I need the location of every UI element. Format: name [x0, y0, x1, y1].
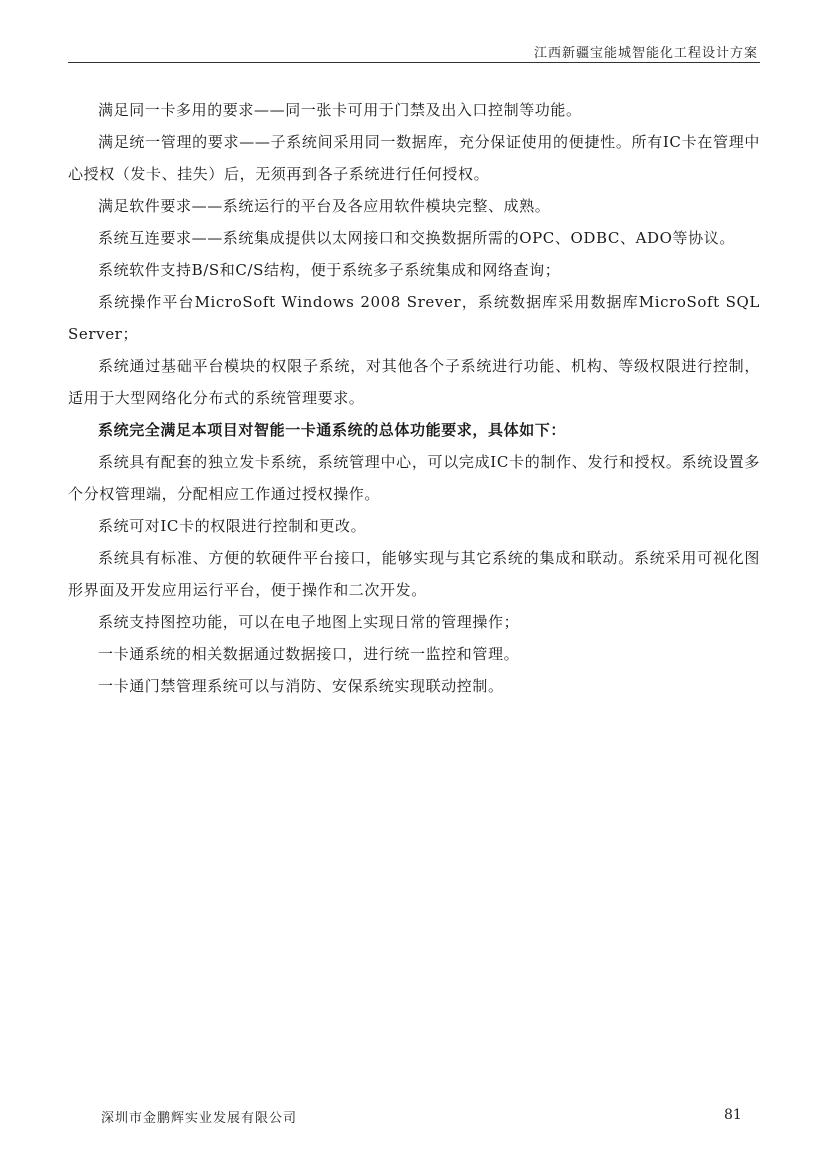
paragraph: 满足统一管理的要求——子系统间采用同一数据库，充分保证使用的便捷性。所有IC卡在管理中心授权（发卡、挂失）后，无须再到各子系统进行任何授权。	[68, 133, 760, 183]
paragraph: 系统具有标准、方便的软硬件平台接口，能够实现与其它系统的集成和联动。系统采用可视化图形界面及开发应用运行平台，便于操作和二次开发。	[68, 549, 760, 599]
header-title: 江西新疆宝能城智能化工程设计方案	[533, 46, 758, 61]
paragraph: 满足同一卡多用的要求——同一张卡可用于门禁及出入口控制等功能。	[98, 101, 582, 119]
paragraph: 一卡通门禁管理系统可以与消防、安保系统实现联动控制。	[98, 677, 504, 695]
paragraph: 系统互连要求——系统集成提供以太网接口和交换数据所需的OPC、ODBC、ADO等协议。	[98, 229, 735, 247]
document-body	[68, 94, 760, 702]
paragraph: 满足软件要求——系统运行的平台及各应用软件模块完整、成熟。	[98, 197, 551, 215]
paragraph: 一卡通系统的相关数据通过数据接口，进行统一监控和管理。	[98, 645, 520, 663]
paragraph: 系统可对IC卡的权限进行控制和更改。	[98, 517, 367, 535]
page-header	[68, 40, 760, 63]
paragraph: 系统支持图控功能，可以在电子地图上实现日常的管理操作；	[98, 613, 520, 631]
page-number: 81	[724, 1107, 742, 1123]
paragraph: 系统操作平台MicroSoft Windows 2008 Srever，系统数据库采用数据库MicroSoft SQL Server；	[68, 293, 760, 343]
paragraph: 系统软件支持B/S和C/S结构，便于系统多子系统集成和网络查询；	[98, 261, 561, 279]
paragraph: 系统具有配套的独立发卡系统，系统管理中心，可以完成IC卡的制作、发行和授权。系统设置多个分权管理端，分配相应工作通过授权操作。	[68, 453, 760, 503]
section-heading: 系统完全满足本项目对智能一卡通系统的总体功能要求，具体如下：	[98, 421, 567, 439]
footer-company: 深圳市金鹏辉实业发展有限公司	[101, 1111, 298, 1126]
paragraph: 系统通过基础平台模块的权限子系统，对其他各个子系统进行功能、机构、等级权限进行控制，适用于大型网络化分布式的系统管理要求。	[68, 357, 760, 407]
